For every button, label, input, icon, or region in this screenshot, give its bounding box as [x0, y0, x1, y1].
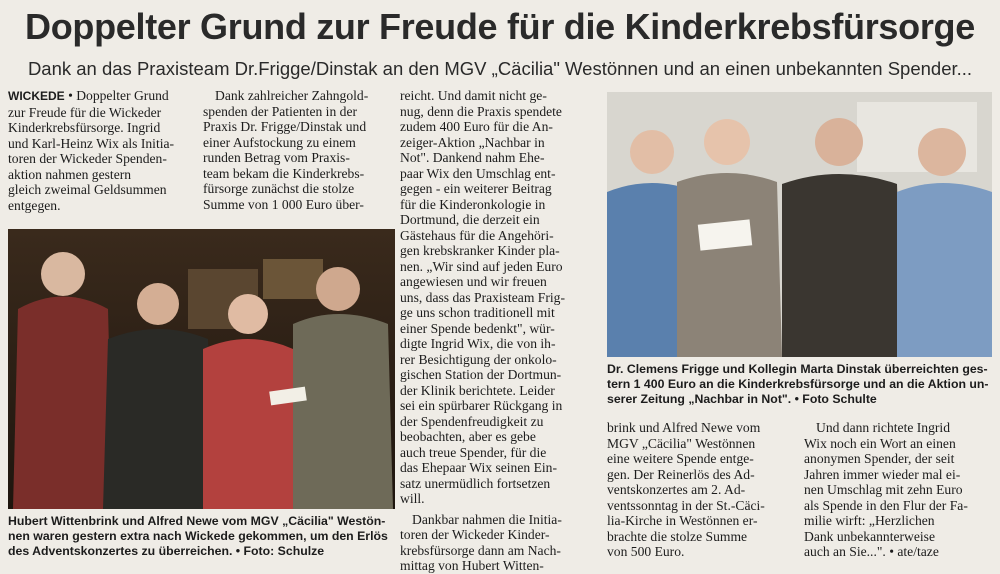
text-line: paar Wix den Umschlag ent-: [400, 165, 556, 181]
text-line: zeiger-Aktion „Nachbar in: [400, 134, 545, 150]
text-line: für die Kinderonkologie in: [400, 196, 546, 212]
text-line: milie wirft: „Herzlichen: [804, 513, 935, 528]
text-line: entgegen.: [8, 197, 61, 213]
text-line: ventssonntag in der St.-Cäci-: [607, 497, 765, 513]
caption-line: Hubert Wittenbrink und Alfred Newe vom MGV „Cäcilia" Westön-: [8, 514, 386, 528]
text-line: will.: [400, 491, 425, 506]
text-line: Dortmund, die derzeit ein: [400, 212, 540, 227]
caption-line: nen waren gestern extra nach Wickede gekommen, um den Erlös: [8, 529, 388, 543]
text-line: uns, dass das Praxisteam Frig-: [400, 289, 565, 305]
text-line: • Doppelter Grund: [64, 88, 169, 103]
text-line: zur Freude für die Wickeder: [8, 104, 162, 120]
text-line: team bekam die Kinderkrebs-: [203, 165, 365, 181]
text-line: von 500 Euro.: [607, 544, 685, 559]
text-line: Gästehaus für die Angehöri-: [400, 227, 554, 243]
text-line: fürsorge zunächst die stolze: [203, 181, 355, 196]
text-line: Wix noch ein Wort an einen: [804, 435, 956, 451]
text-line: Und dann richtete Ingrid: [816, 420, 951, 435]
text-line: und Karl-Heinz Wix als Initia-: [8, 135, 175, 151]
text-line: ge uns schon traditionell mit: [400, 305, 555, 320]
text-line: Dankbar nahmen die Initia-: [412, 511, 562, 527]
caption-left: [8, 514, 395, 559]
text-line: digte Ingrid Wix, die von ih-: [400, 336, 556, 351]
column-5: [804, 420, 992, 560]
text-line: Summe von 1 000 Euro über-: [203, 196, 364, 212]
text-line: eine weitere Spende entge-: [607, 451, 754, 466]
caption-line: tern 1 400 Euro an die Kinderkrebsfürsorge und an die Aktion un-: [607, 377, 989, 391]
text-line: sei ein spürbarer Rückgang in: [400, 398, 563, 413]
text-line: reicht. Und damit nicht ge-: [400, 88, 547, 103]
text-line: Dank zahlreicher Zahngold-: [215, 88, 369, 103]
caption-line: Dr. Clemens Frigge und Kollegin Marta Dinstak überreichten ges-: [607, 362, 988, 376]
caption-right: [607, 362, 992, 407]
column-4: [607, 420, 797, 560]
text-line: nug, denn die Praxis spendete: [400, 103, 562, 119]
text-line: nen. „Wir sind auf jeden Euro: [400, 258, 563, 274]
text-line: Kinderkrebsfürsorge. Ingrid: [8, 120, 161, 135]
text-line: der Spendenfreudigkeit zu: [400, 413, 544, 429]
text-line: anonymen Spender, der seit: [804, 451, 955, 466]
text-line: Jahren immer wieder mal ei-: [804, 466, 961, 482]
text-line: brink und Alfred Newe vom: [607, 420, 761, 435]
text-line: nen Umschlag mit zehn Euro: [804, 482, 963, 497]
text-line: toren der Wickeder Kinder-: [400, 527, 550, 542]
text-line: gleich zweimal Geldsummen: [8, 182, 167, 197]
text-line: gen krebskranker Kinder pla-: [400, 243, 560, 258]
text-line: angewiesen und wir freuen: [400, 274, 547, 289]
text-line: gegen - ein weiterer Beitrag: [400, 181, 552, 196]
text-line: runden Betrag vom Praxis-: [203, 150, 350, 165]
text-line: ventskonzertes am 2. Ad-: [607, 482, 746, 497]
text-line: Praxis Dr. Frigge/Dinstak und: [203, 119, 367, 134]
text-line: satz unermüdlich fortsetzen: [400, 475, 551, 491]
text-line: brachte die stolze Summe: [607, 528, 748, 544]
column-3: [400, 88, 596, 574]
text-line: Dank unbekannterweise: [804, 528, 935, 544]
text-line: beobachten, aber es gebe: [400, 429, 536, 444]
dateline: WICKEDE: [8, 89, 65, 103]
text-line: einer Spende bedenkt", wür-: [400, 320, 555, 336]
text-line: gischen Station der Dortmun-: [400, 367, 562, 382]
text-line: toren der Wickeder Spenden-: [8, 151, 167, 166]
text-line: auch treue Spender, für die: [400, 444, 547, 460]
text-line: rer Besichtigung der onkolo-: [400, 351, 557, 367]
photo-left-choir-donation: [8, 229, 395, 509]
text-line: gen. Der Reinerlös des Ad-: [607, 466, 755, 482]
text-line: MGV „Cäcilia" Westönnen: [607, 435, 756, 451]
text-line: mittag von Hubert Witten-: [400, 558, 544, 573]
caption-line: serer Zeitung „Nachbar in Not". • Foto Schulte: [607, 392, 877, 406]
photo-right-praxis-donation: [607, 92, 992, 357]
subheadline: Dank an das Praxisteam Dr.Frigge/Dinstak an den MGV „Cäcilia" Westönnen und an einen unbekannten Spender...: [27, 58, 973, 79]
column-2: [203, 88, 390, 212]
column-1-lead: [8, 88, 195, 213]
text-line: auch an Sie...". • ate/taze: [804, 544, 939, 559]
text-line: Not". Dankend nahm Ehe-: [400, 150, 545, 165]
caption-line: des Adventskonzertes zu überreichen. • Foto: Schulze: [8, 544, 325, 558]
text-line: lia-Kirche in Westönnen er-: [607, 513, 758, 528]
text-line: der Klinik berichtete. Leider: [400, 382, 555, 398]
text-line: einer Aufstockung zu einem: [203, 134, 356, 150]
text-line: als Spende in den Flur der Fa-: [804, 497, 968, 513]
text-line: das Ehepaar Wix seinen Ein-: [400, 460, 557, 475]
text-line: spenden der Patienten in der: [203, 103, 358, 119]
headline: Doppelter Grund zur Freude für die Kinderkrebsfürsorge: [25, 6, 975, 47]
text-line: krebsfürsorge dann am Nach-: [400, 542, 561, 558]
text-line: aktion nahmen gestern: [8, 166, 132, 182]
text-line: zudem 400 Euro für die An-: [400, 119, 553, 134]
